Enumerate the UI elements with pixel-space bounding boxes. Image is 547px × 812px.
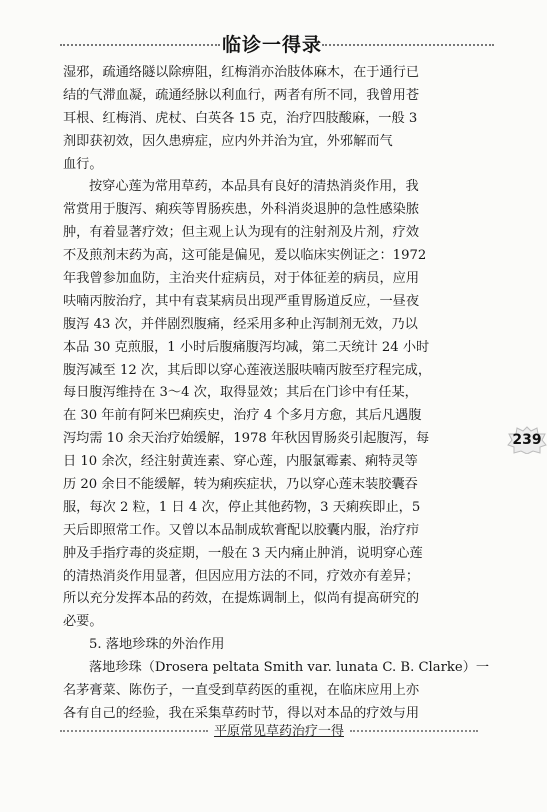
text-line: 日 10 余次，经注射黄连素、穿心莲，内服氯霉素、痢特灵等 [63,454,418,470]
footer-title: 平原常见草药治疗一得 [213,724,344,739]
text-line: 的清热消炎作用显著，但因应用方法的不同，疗效亦有差异； [63,568,420,584]
text-line: 血行。 [63,156,103,172]
text-line: 在 30 年前有阿米巴痢疾史，治疗 4 个多月方愈，其后凡遇腹 [63,408,422,424]
text-line: 每日腹泻维持在 3～4 次，取得显效；其后在门诊中有任某， [63,385,418,401]
paragraph-start-line: 按穿心莲为常用草药，本品具有良好的清热消炎作用，我 [89,179,419,195]
text-line: 不及煎剂末药为高，这可能是偏见，爰以临床实例证之：1972 [63,248,427,264]
text-line: 历 20 余日不能缓解，转为痢疾症状，乃以穿心莲末装胶囊吞 [63,477,418,493]
text-line: 必要。 [63,614,103,630]
header-dotted-rule-right [322,44,494,46]
text-line: 服，每次 2 粒，1 日 4 次，停止其他药物，3 天痢疾即止，5 [63,499,421,515]
text-line: 腹泻减至 12 次，其后即以穿心莲液送服呋喃丙胺至疗程完成， [63,362,432,378]
text-line: 结的气滞血凝，疏通经脉以利血行，两者有所不同，我曾用苍 [63,87,420,103]
text-line: 湿邪，疏通络隧以除痹阻，红梅消亦治肢体麻木，在于通行已 [63,65,420,80]
header-dotted-rule-left [60,44,220,46]
page-body [63,62,490,726]
header-title: 临诊一得录 [222,34,323,56]
text-line: 肿及手指疗毒的炎症期，一般在 3 天内痛止肿消，说明穿心莲 [63,545,423,561]
footer-dotted-rule-left [60,730,208,732]
text-line: 剂即获初效，因久患痹症，应内外并治为宜，外邪解而气 [63,133,393,149]
text-line: 各有自己的经验，我在采集草药时节，得以对本品的疗效与用 [63,705,420,721]
text-line: 腹泻 43 次，并伴剧烈腹痛，经采用多种止泻制剂无效，乃以 [63,316,418,332]
running-header [0,30,547,60]
text-line: 天后即照常工作。又曾以本品制成软膏配以胶囊内服，治疗疖 [63,522,420,538]
text-line: 名茅膏菜、陈伤子，一直受到草药医的重视，在临床应用上亦 [63,683,420,699]
text-line: 呋喃丙胺治疗，其中有袁某病员出现严重胃肠道反应，一昼夜 [63,293,420,309]
footer-dotted-rule-right [350,730,478,732]
paragraph-start-line: 落地珍珠（Drosera peltata Smith var. lunata C. B. Clarke）一 [89,660,490,676]
text-line: 泻均需 10 余天治疗始缓解，1978 年秋因胃肠炎引起腹泻，每 [63,431,430,447]
text-line: 本品 30 克煎服，1 小时后腹痛腹泻均减，第二天统计 24 小时 [63,339,430,355]
text-line: 肿，有着显著疗效；但主观上认为现有的注射剂及片剂，疗效 [63,225,420,241]
page-number: 239 [512,432,542,448]
text-line: 所以充分发挥本品的药效，在提炼调制上，似尚有提高研究的 [63,591,420,607]
section-heading: 5. 落地珍珠的外治作用 [89,637,225,653]
text-line: 年我曾参加血防，主治夹什症病员，对于体征差的病员，应用 [63,271,420,287]
text-line: 耳根、红梅消、虎杖、白英各 15 克，治疗四肢酸麻，一般 3 [63,110,418,126]
page-number-badge [507,426,547,454]
running-footer [0,720,547,740]
text-line: 常赏用于腹泻、痢疾等胃肠疾患，外科消炎退肿的急性感染脓 [63,202,420,218]
